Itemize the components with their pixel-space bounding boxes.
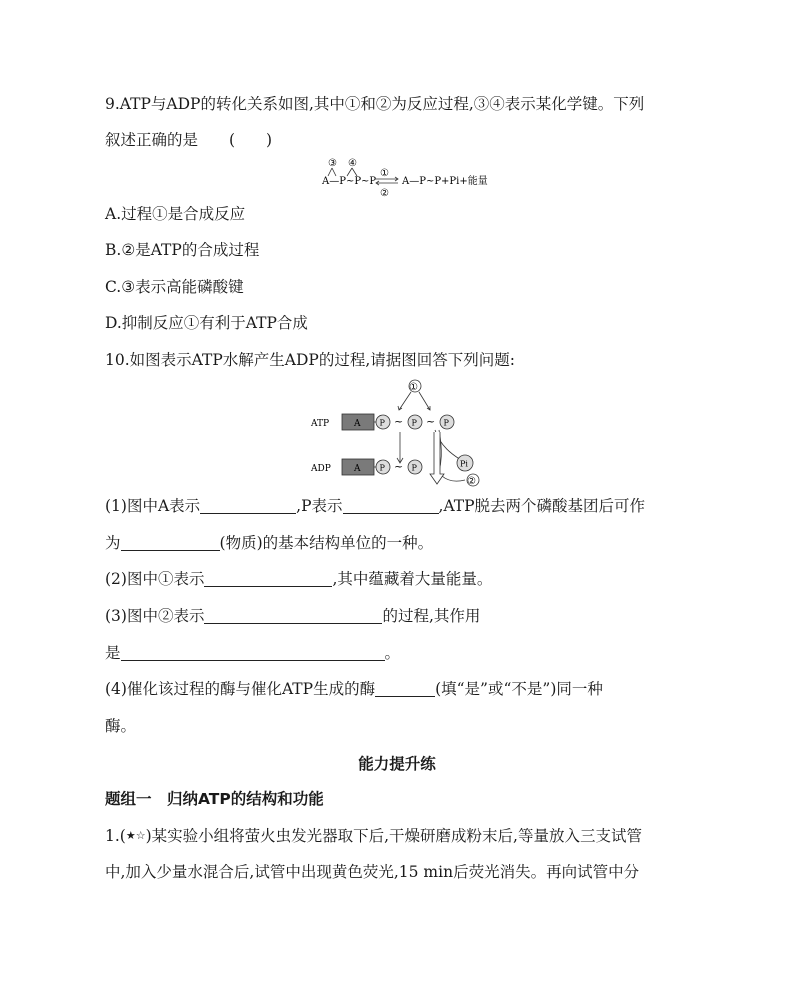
pointer-2: [442, 476, 465, 481]
difficulty-stars-icon: ★☆: [125, 829, 146, 842]
q10-sub2-text-a: (2)图中①表示: [105, 570, 205, 588]
answer-blank-1c[interactable]: [121, 534, 220, 551]
q10-sub1-line2: [105, 533, 433, 553]
pointer-1-right: [419, 392, 430, 410]
atp-row-label: ATP: [311, 419, 330, 429]
q10-sub4-text-b: (填“是”或“不是”)同一种: [435, 680, 603, 698]
bond-pointer-3: [328, 168, 336, 176]
process-mark-2: ②: [380, 188, 389, 199]
high-energy-bond-1: ~: [394, 415, 404, 428]
adp-row-label: ADP: [311, 464, 331, 474]
q1-line1: [105, 826, 642, 846]
q1-prefix: 1.(: [105, 827, 126, 845]
q10-sub1-text-d: 为: [105, 534, 121, 552]
section-title: 能力提升练: [358, 754, 436, 773]
bond-mark-3: ③: [328, 158, 337, 169]
q10-sub3-text-d: 。: [384, 644, 401, 662]
q1-line2: 中,加入少量水混合后,试管中出现黄色荧光,15 min后荧光消失。再向试管中分: [105, 863, 640, 881]
high-energy-bond-adp: ~: [394, 460, 404, 473]
bond-pointer-4: [347, 168, 357, 176]
answer-blank-1b[interactable]: [343, 497, 439, 514]
pointer-1-left: [399, 392, 411, 410]
atp-adp-conversion-diagram: [318, 154, 488, 199]
label-2: ②: [467, 476, 476, 487]
q10-sub1-text-b: ,P表示: [296, 497, 343, 515]
phosphate-1-label: P: [379, 418, 385, 428]
q10-sub3-text-a: (3)图中②表示: [105, 607, 205, 625]
q10-sub4-line1: [105, 679, 603, 699]
answer-blank-2[interactable]: [204, 570, 332, 587]
atp-hydrolysis-diagram: [305, 376, 505, 488]
q9-stem-line2: 叙述正确的是 ( ): [105, 131, 273, 149]
q10-stem: 10.如图表示ATP水解产生ADP的过程,请据图回答下列问题:: [105, 351, 515, 369]
q10-sub1-text-a: (1)图中A表示: [105, 497, 201, 515]
q10-sub3-text-c: 是: [105, 644, 121, 662]
q9-stem-line1: 9.ATP与ADP的转化关系如图,其中①和②为反应过程,③④表示某化学键。下列: [105, 95, 645, 113]
answer-blank-1a[interactable]: [200, 497, 296, 514]
q10-sub1-text-e: (物质)的基本结构单位的一种。: [219, 534, 434, 552]
q10-sub4-text-a: (4)催化该过程的酶与催化ATP生成的酶: [105, 680, 376, 698]
q10-sub3-line1: [105, 606, 480, 626]
q9-option-b: B.②是ATP的合成过程: [105, 241, 260, 259]
atp-formula: A—P~P~P: [322, 176, 377, 187]
q9-option-c: C.③表示高能磷酸键: [105, 278, 244, 296]
q9-option-d: D.抑制反应①有利于ATP合成: [105, 314, 308, 332]
answer-blank-3a[interactable]: [204, 607, 382, 624]
q10-sub1-text-c: ,ATP脱去两个磷酸基团后可作: [438, 497, 646, 515]
high-energy-bond-2: ~: [426, 415, 436, 428]
adenosine-label-atp: A: [354, 419, 361, 429]
pi-label: Pi: [460, 459, 468, 469]
q10-sub4-line2: 酶。: [105, 717, 137, 735]
q10-sub2-text-b: ,其中蕴藏着大量能量。: [332, 570, 493, 588]
q10-sub1-line1: [105, 496, 645, 516]
q1-text-1: )某实验小组将萤火虫发光器取下后,干燥研磨成粉末后,等量放入三支试管: [145, 827, 642, 845]
group-title: 题组一 归纳ATP的结构和功能: [105, 790, 324, 808]
phosphate-1-adp-label: P: [379, 463, 385, 473]
bond-mark-4: ④: [348, 158, 357, 169]
adenosine-label-adp: A: [354, 464, 361, 474]
answer-blank-3b[interactable]: [121, 644, 385, 661]
q10-sub3-line2: [105, 643, 400, 663]
q9-option-a: A.过程①是合成反应: [105, 205, 246, 223]
q10-sub3-text-b: 的过程,其作用: [382, 607, 481, 625]
label-1: ①: [409, 382, 418, 393]
phosphate-3-label: P: [443, 418, 449, 428]
phosphate-2-label: P: [411, 418, 417, 428]
products-formula: A—P~P+Pi+能量: [402, 176, 488, 187]
answer-blank-4[interactable]: [375, 680, 435, 697]
process-mark-1: ①: [380, 168, 389, 179]
phosphate-2-adp-label: P: [411, 463, 417, 473]
q10-sub2: [105, 569, 492, 589]
